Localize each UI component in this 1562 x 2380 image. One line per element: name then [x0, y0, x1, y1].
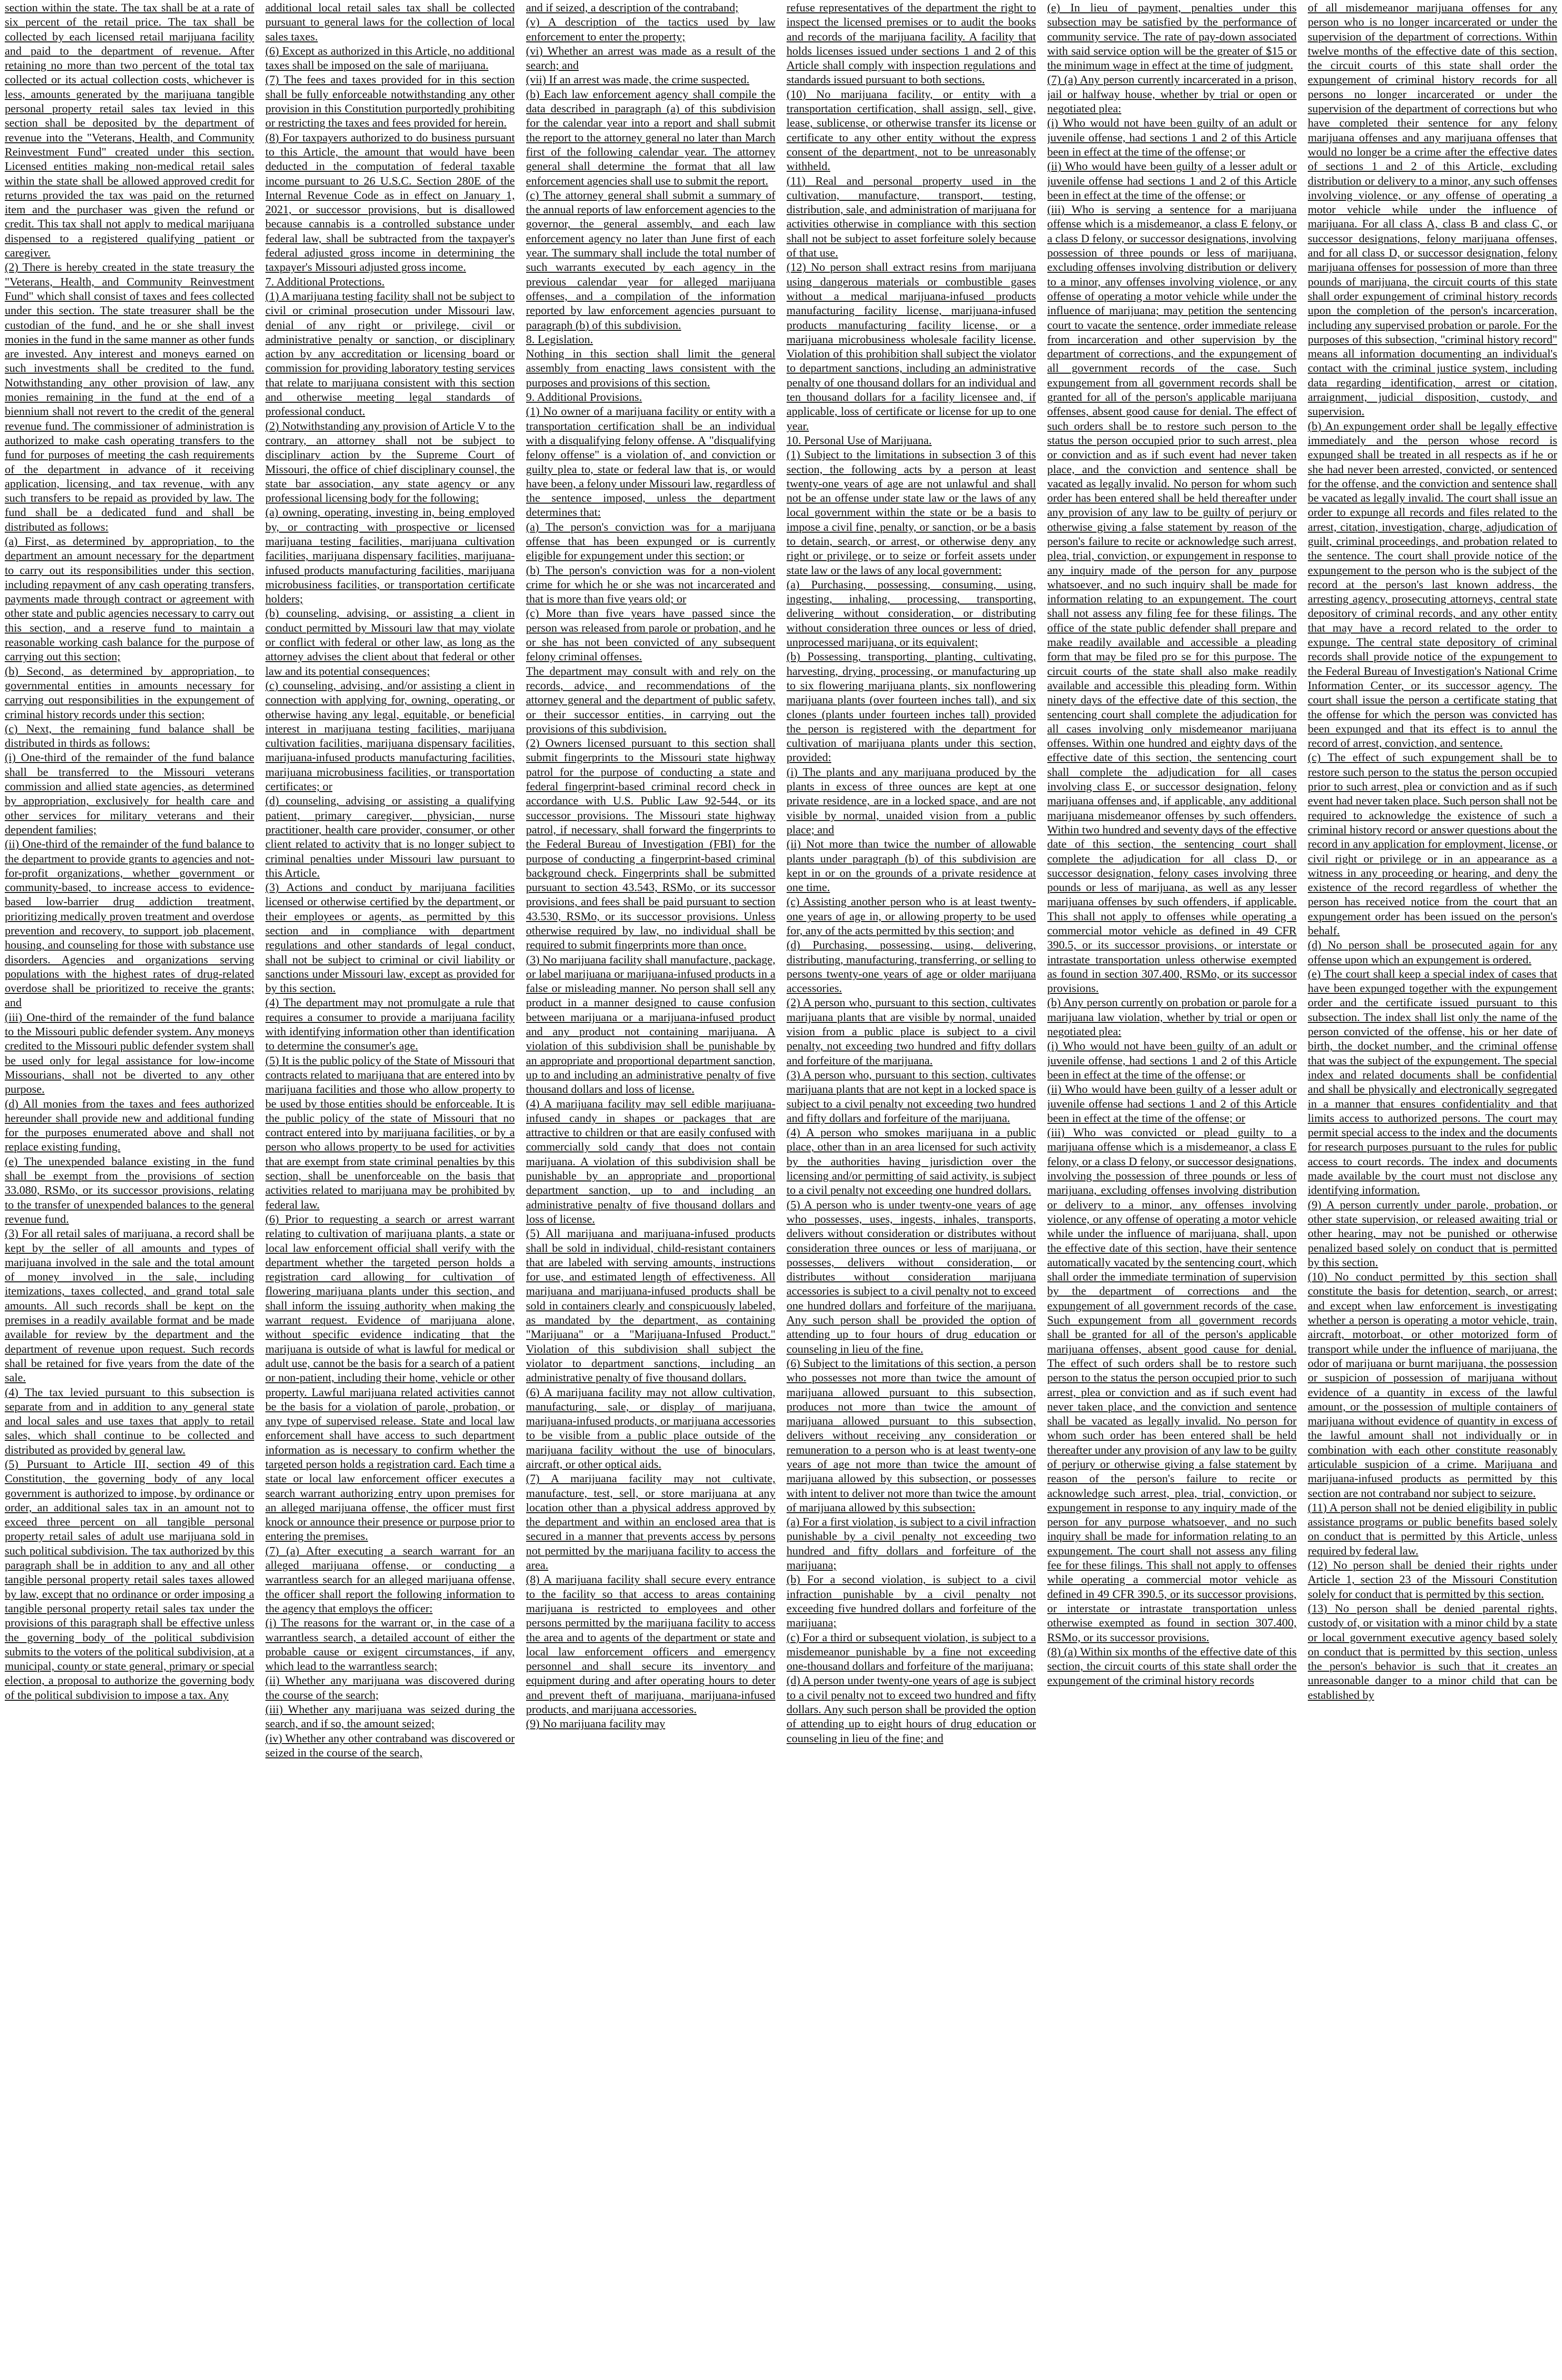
- paragraph: (6) A marijuana facility may not allow cultivation, manufacturing, sale, or display of marijuana, marijuana-infused products, or marijuana accessories to be visible from a public place outside of the marijuana facility without the use of binoculars, aircraft, or other optical aids.: [526, 1386, 776, 1471]
- paragraph: (8) (a) Within six months of the effective date of this section, the circuit courts of this state shall order the expungement of the criminal history records: [1047, 1645, 1297, 1687]
- paragraph: (b) For a second violation, is subject to a civil infraction punishable by a civil penalty not exceeding five hundred dollars and forfeiture of the marijuana;: [786, 1573, 1036, 1630]
- paragraph: additional local retail sales tax shall be collected pursuant to general laws for the collection of local sales taxes.: [265, 1, 515, 43]
- paragraph: (c) counseling, advising, and/or assisting a client in connection with applying for, owning, operating, or otherwise having any legal, equitable, or beneficial interest in marijuana testing facilities, marijuana cultivation facilities, marijuana dispensary facilities, marijuana-infused products manufacturing facilities, marijuana microbusiness facilities, or transportation certificates; or: [265, 679, 515, 793]
- paragraph: (ii) Not more than twice the number of allowable plants under paragraph (b) of this subdivision are kept in or on the grounds of a private residence at one time.: [786, 838, 1036, 894]
- paragraph: (12) No person shall extract resins from marijuana using dangerous materials or combustible gases without a medical marijuana-infused products manufacturing facility license, marijuana-infused products manufacturing facility license, or a marijuana microbusiness wholesale facility license. Violation of this prohibition shall subject the violator to department sanctions, including an administrative penalty of one thousand dollars for an individual and ten thousand dollars for a facility licensee and, if applicable, loss of certificate or license for up to one year.: [786, 261, 1036, 433]
- paragraph: (b) Second, as determined by appropriation, to governmental entities in amounts necessary for carrying out responsibilities in the expungement of criminal history records under this section;: [5, 664, 254, 721]
- paragraph: (ii) One-third of the remainder of the fund balance to the department to provide grants to agencies and not-for-profit organizations, whether government or community-based, to increase access to evidence-based low-barrier drug addiction treatment, prioritizing medically proven treatment and overdose prevention and recovery, to support job placement, housing, and counseling for those with substance use disorders. Agencies and organizations serving populations with the highest rates of drug-related overdose shall be prioritized to receive the grants; and: [5, 838, 254, 1010]
- paragraph: (4) A person who smokes marijuana in a public place, other than in an area licensed for such activity by the authorities having jurisdiction over the licensing and/or permitting of said activity, is subject to a civil penalty not exceeding one hundred dollars.: [786, 1126, 1036, 1197]
- paragraph: (b) An expungement order shall be legally effective immediately and the person whose record is expunged shall be treated in all respects as if he or she had never been arrested, convicted, or sentenced for the offense, and the conviction and sentence shall be vacated as legally invalid. The court shall issue an order to expunge all records and files related to the arrest, citation, investigation, charge, adjudication of guilt, criminal proceedings, and probation related to the sentence. The court shall provide notice of the expungement to the person who is the subject of the record at the person's last known address, the arresting agency, prosecuting attorneys, central state depository of criminal records, and any other entity that may have a record related to the order to expunge. The central state depository of criminal records shall provide notice of the expungement to the Federal Bureau of Investigation's National Crime Information Center, or its successor agency. The court shall issue the person a certificate stating that the offense for which the person was convicted has been expunged and that its effect is to annul the record of arrest, conviction, and sentence.: [1307, 419, 1557, 750]
- paragraph: and if seized, a description of the contraband;: [526, 1, 739, 14]
- paragraph: (d) counseling, advising or assisting a qualifying patient, primary caregiver, physician, nurse practitioner, health care provider, consumer, or other client related to activity that is no longer subject to criminal penalties under Missouri law pursuant to this Article.: [265, 794, 515, 880]
- paragraph: (5) All marijuana and marijuana-infused products shall be sold in individual, child-resistant containers that are labeled with serving amounts, instructions for use, and estimated length of effectiveness. All marijuana and marijuana-infused products shall be sold in containers clearly and conspicuously labeled, as mandated by the department, as containing "Marijuana" or a "Marijuana-Infused Product." Violation of this subdivision shall subject the violator to department sanctions, including an administrative penalty of five thousand dollars.: [526, 1227, 776, 1385]
- paragraph: (7) A marijuana facility may not cultivate, manufacture, test, sell, or store marijuana at any location other than a physical address approved by the department and within an enclosed area that is secured in a manner that prevents access by persons not permitted by the marijuana facility to access the area.: [526, 1472, 776, 1572]
- paragraph: (i) One-third of the remainder of the fund balance shall be transferred to the Missouri veterans commission and allied state agencies, as determined by appropriation, exclusively for health care and other services for military veterans and their dependent families;: [5, 751, 254, 836]
- paragraph: (a) First, as determined by appropriation, to the department an amount necessary for the department to carry out its responsibilities under this section, including repayment of any cash operating transfers, payments made through contract or agreement with other state and public agencies necessary to carry out this section, and a reserve fund to maintain a reasonable working cash balance for the purpose of carrying out this section;: [5, 535, 254, 664]
- paragraph: (7) The fees and taxes provided for in this section shall be fully enforceable notwithstanding any other provision in this Constitution purportedly prohibiting or restricting the taxes and fees provided for herein.: [265, 73, 515, 130]
- paragraph: section within the state. The tax shall be at a rate of six percent of the retail price. The tax shall be collected by each licensed retail marijuana facility and paid to the department of revenue. After retaining no more than two percent of the total tax collected or its actual collection costs, whichever is less, amounts generated by the marijuana tangible personal property retail sales tax levied in this section shall be deposited by the department of revenue into the "Veterans, Health, and Community Reinvestment Fund" created under this section. Licensed entities making non-medical retail sales within the state shall be allowed approved credit for returns provided the tax was paid on the returned item and the purchaser was given the refund or credit. This tax shall not apply to medical marijuana dispensed to a registered qualifying patient or caregiver.: [5, 1, 254, 260]
- paragraph: (10) No marijuana facility, or entity with a transportation certification, shall assign, sell, give, lease, sublicense, or otherwise transfer its license or certificate to any other entity without the express consent of the department, not to be unreasonably withheld.: [786, 88, 1036, 173]
- text-column-5: [1047, 1, 1297, 2380]
- paragraph: (b) The person's conviction was for a non-violent crime for which he or she was not incarcerated and that is more than five years old; or: [526, 564, 776, 606]
- paragraph: (i) Who would not have been guilty of an adult or juvenile offense, had sections 1 and 2 of this Article been in effect at the time of the offense; or: [1047, 1040, 1297, 1081]
- text-column-1: [5, 1, 254, 2380]
- paragraph: (7) (a) After executing a search warrant for an alleged marijuana offense, or conducting a warrantless search for an alleged marijuana offense, the officer shall report the following information to the agency that employs the officer:: [265, 1544, 515, 1615]
- paragraph: (b) Any person currently on probation or parole for a marijuana law violation, whether by trial or open or negotiated plea:: [1047, 996, 1297, 1039]
- paragraph: of all misdemeanor marijuana offenses for any person who is no longer incarcerated or under the supervision of the department of corrections. Within twelve months of the effective date of this section, the circuit courts of this state shall order the expungement of criminal history records for all persons no longer incarcerated or under the supervision of the department of corrections but who have completed their sentence for any felony marijuana offenses and any marijuana offenses that would no longer be a crime after the effective dates of sections 1 and 2 of this Article, excluding distribution or delivery to a minor, any such offenses involving violence, or any offense of operating a motor vehicle while under the influence of marijuana. For all class A, class B and class C, or successor designations, felony marijuana offenses, and for all class D, or successor designation, felony marijuana offenses for possession of more than three pounds of marijuana, the circuit courts of this state shall order expungement of criminal history records upon the completion of the person's incarceration, including any supervised probation or parole. For the purposes of this subsection, "criminal history record" means all information documenting an individual's contact with the criminal justice system, including data regarding identification, arrest or citation, arraignment, judicial disposition, custody, and supervision.: [1307, 1, 1557, 418]
- paragraph: (12) No person shall be denied their rights under Article 1, section 23 of the Missouri Constitution solely for conduct that is permitted by this section.: [1307, 1559, 1557, 1601]
- text-column-2: [265, 1, 515, 2380]
- text-column-6: [1308, 1, 1557, 2380]
- paragraph: (1) A marijuana testing facility shall not be subject to civil or criminal prosecution under Missouri law, denial of any right or privilege, civil or administrative penalty or sanction, or disciplinary action by any accreditation or licensing board or commission for providing laboratory testing services that relate to marijuana consistent with this section and otherwise meeting legal standards of professional conduct.: [265, 289, 515, 418]
- paragraph: (e) The court shall keep a special index of cases that have been expunged together with the expungement order and the certificate issued pursuant to this subsection. The index shall list only the name of the person convicted of the offense, his or her date of birth, the docket number, and the criminal offense that was the subject of the expungement. The special index and related documents shall be confidential and shall be physically and electronically segregated in a manner that ensures confidentiality and that limits access to authorized persons. The court may permit special access to the index and the documents for research purposes pursuant to the rules for public access to court records. The index and documents made available by the court must not disclose any identifying information.: [1307, 967, 1557, 1197]
- paragraph: (i) The plants and any marijuana produced by the plants in excess of three ounces are kept at one private residence, are in a locked space, and are not visible by normal, unaided vision from a public place; and: [786, 765, 1036, 836]
- paragraph: 10. Personal Use of Marijuana.: [786, 434, 932, 447]
- paragraph: (iii) Who is serving a sentence for a marijuana offense which is a misdemeanor, a class E felony, or a class D felony, or successor designations, involving possession of three pounds or less of marijuana, excluding offenses involving distribution or delivery to a minor, any offenses involving violence, or any offense of operating a motor vehicle while under the influence of marijuana; may petition the sentencing court to vacate the sentence, order immediate release from incarceration and other supervision by the department of corrections, and the expungement of all government records of the case. Such expungement from all government records shall be granted for all of the person's applicable marijuana offenses, absent good cause for denial. The effect of such orders shall be to restore such person to the status the person occupied prior to such arrest, plea or conviction and as if such event had never taken place, and the conviction and sentence shall be vacated as legally invalid. No person for whom such order has been entered shall be held thereafter under any provision of any law to be guilty of perjury or otherwise giving a false statement by reason of the person's failure to recite or acknowledge such arrest, plea, trial, conviction, or expungement in response to any inquiry made of the person for any purpose whatsoever, and no such inquiry shall be made for information relating to an expungement. The court shall not assess any filing fee for these filings. The office of the state public defender shall prepare and make readily available and accessible a pleading form that may be filed pro se for this purpose. The circuit courts of the state shall also make readily available and accessible this pleading form. Within ninety days of the effective date of this section, the sentencing court shall complete the adjudication for all cases involving only misdemeanor marijuana offenses. Within one hundred and eighty days of the effective date of this section, the sentencing court shall complete the adjudication for all cases involving class E, or successor designation, felony marijuana offenses and, if applicable, any additional marijuana misdemeanor offenses by such offenders. Within two hundred and seventy days of the effective date of this section, the sentencing court shall complete the adjudication for all class D, or successor designation, felony cases involving three pounds or less of marijuana, as well as any lesser marijuana offenses by such offenders, if applicable. This shall not apply to offenses while operating a commercial motor vehicle as defined in 49 CFR 390.5, or its successor provisions, or interstate or intrastate transportation unless otherwise exempted as found in section 307.400, RSMo, or its successor provisions.: [1047, 203, 1297, 995]
- paragraph: refuse representatives of the department the right to inspect the licensed premises or to audit the books and records of the marijuana facility. A facility that holds licenses issued under sections 1 and 2 of this Article shall comply with inspection regulations and standards issued pursuant to both sections.: [786, 1, 1036, 87]
- paragraph: (d) Purchasing, possessing, using, delivering, distributing, manufacturing, transferring, or selling to persons twenty-one years of age or older marijuana accessories.: [786, 939, 1036, 995]
- paragraph: (iii) Who was convicted or plead guilty to a marijuana offense which is a misdemeanor, a class E felony, or a class D felony, or successor designations, involving the possession of three pounds or less of marijuana, excluding offenses involving distribution or delivery to a minor, any offenses involving violence, or any offense of operating a motor vehicle while under the influence of marijuana, shall, upon the effective date of this section, have their sentence automatically vacated by the sentencing court, which shall order the immediate termination of supervision by the department of corrections and the expungement of all government records of the case. Such expungement from all government records shall be granted for all of the person's applicable marijuana offenses, absent good cause for denial. The effect of such orders shall be to restore such person to the status the person occupied prior to such arrest, plea or conviction and as if such event had never taken place, and the conviction and sentence shall be vacated as legally invalid. No person for whom such order has been entered shall be held thereafter under any provision of any law to be guilty of perjury or otherwise giving a false statement by reason of the person's failure to recite or acknowledge such arrest, plea, trial, conviction, or expungement in response to any inquiry made of the person for any purpose whatsoever, and no such inquiry shall be made for information relating to an expungement. The court shall not assess any filing fee for these filings. This shall not apply to offenses while operating a commercial motor vehicle as defined in 49 CFR 390.5, or its successor provisions, or interstate or intrastate transportation unless otherwise exempted as found in section 307.400, RSMo, or its successor provisions.: [1047, 1126, 1297, 1644]
- paragraph: (11) A person shall not be denied eligibility in public assistance programs or public benefits based solely on conduct that is permitted by this Article, unless required by federal law.: [1307, 1501, 1557, 1557]
- paragraph: (iii) One-third of the remainder of the fund balance to the Missouri public defender system. Any moneys credited to the Missouri public defender system shall be used only for legal assistance for low-income Missourians, shall not be diverted to any other purpose.: [5, 1011, 254, 1096]
- text-column-4: [786, 1, 1036, 2380]
- paragraph: (9) A person currently under parole, probation, or other state supervision, or released awaiting trial or other hearing, may not be punished or otherwise penalized based solely on conduct that is permitted by this section.: [1307, 1198, 1557, 1269]
- paragraph: Nothing in this section shall limit the general assembly from enacting laws consistent with the purposes and provisions of this section.: [526, 347, 776, 389]
- paragraph: (8) A marijuana facility shall secure every entrance to the facility so that access to areas containing marijuana is restricted to employees and other persons permitted by the marijuana facility to access the area and to agents of the department or state and local law enforcement officers and emergency personnel and shall secure its inventory and equipment during and after operating hours to deter and prevent theft of marijuana, marijuana-infused products, and marijuana accessories.: [526, 1573, 776, 1716]
- paragraph: (vi) Whether an arrest was made as a result of the search; and: [526, 44, 776, 72]
- paragraph: (b) Possessing, transporting, planting, cultivating, harvesting, drying, processing, or manufacturing up to six flowering marijuana plants, six nonflowering marijuana plants (over fourteen inches tall), and six clones (plants under fourteen inches tall) provided the person is registered with the department for cultivation of marijuana plants under this section, provided:: [786, 650, 1036, 764]
- paragraph: (a) owning, operating, investing in, being employed by, or contracting with prospective or licensed marijuana testing facilities, marijuana cultivation facilities, marijuana dispensary facilities, marijuana-infused products manufacturing facilities, marijuana microbusiness facilities, or transportation certificate holders;: [265, 506, 515, 606]
- paragraph: (e) In lieu of payment, penalties under this subsection may be satisfied by the performance of community service. The rate of pay-down associated with said service option will be the greater of $15 or the minimum wage in effect at the time of judgment.: [1047, 1, 1297, 72]
- paragraph: (d) All monies from the taxes and fees authorized hereunder shall provide new and additional funding for the purposes enumerated above and shall not replace existing funding.: [5, 1097, 254, 1154]
- paragraph: (2) There is hereby created in the state treasury the "Veterans, Health, and Community Reinvestment Fund" which shall consist of taxes and fees collected under this section. The state treasurer shall be the custodian of the fund, and he or she shall invest monies in the fund in the same manner as other funds are invested. Any interest and moneys earned on such investments shall be credited to the fund. Notwithstanding any other provision of law, any monies remaining in the fund at the end of a biennium shall not revert to the credit of the general revenue fund. The commissioner of administration is authorized to make cash operating transfers to the fund for purposes of meeting the cash requirements of the department in advance of it receiving application, licensing, and tax revenue, with any such transfers to be repaid as provided by law. The fund shall be a dedicated fund and shall be distributed as follows:: [5, 261, 254, 534]
- paragraph: (a) Purchasing, possessing, consuming, using, ingesting, inhaling, processing, transporting, delivering without consideration, or distributing without consideration three ounces or less of dried, unprocessed marijuana, or its equivalent;: [786, 578, 1036, 649]
- paragraph: (iv) Whether any other contraband was discovered or seized in the course of the search,: [265, 1732, 515, 1759]
- paragraph: (5) It is the public policy of the State of Missouri that contracts related to marijuana that are entered into by marijuana facilities and those who allow property to be used by those entities should be enforceable. It is the public policy of the state of Missouri that no contract entered into by marijuana facilities, or by a person who allows property to be used for activities that are exempt from state criminal penalties by this section, shall be unenforceable on the basis that activities related to marijuana may be prohibited by federal law.: [265, 1054, 515, 1211]
- paragraph: (4) A marijuana facility may sell edible marijuana-infused candy in shapes or packages that are attractive to children or that are easily confused with commercially sold candy that does not contain marijuana. A violation of this subdivision shall be punishable by an appropriate and proportional department sanction, up to and including an administrative penalty of five thousand dollars and loss of license.: [526, 1097, 776, 1226]
- paragraph: (i) The reasons for the warrant or, in the case of a warrantless search, a detailed account of either the probable cause or exigent circumstances, if any, which lead to the warrantless search;: [265, 1616, 515, 1673]
- paragraph: (c) Next, the remaining fund balance shall be distributed in thirds as follows:: [5, 722, 254, 750]
- paragraph: (b) Each law enforcement agency shall compile the data described in paragraph (a) of this subdivision for the calendar year into a report and shall submit the report to the attorney general no later than March first of the following calendar year. The attorney general shall determine the format that all law enforcement agencies shall use to submit the report.: [526, 88, 776, 188]
- paragraph: (11) Real and personal property used in the cultivation, manufacture, transport, testing, distribution, sale, and administration of marijuana for activities otherwise in compliance with this section shall not be subject to asset forfeiture solely because of that use.: [786, 174, 1036, 260]
- paragraph: (6) Prior to requesting a search or arrest warrant relating to cultivation of marijuana plants, a state or local law enforcement official shall verify with the department whether the targeted person holds a registration card allowing for cultivation of flowering marijuana plants under this section, and shall inform the issuing authority when making the warrant request. Evidence of marijuana alone, without specific evidence indicating that the marijuana is outside of what is lawful for medical or adult use, cannot be the basis for a search of a patient or non-patient, including their home, vehicle or other property. Lawful marijuana related activities cannot be the basis for a violation of parole, probation, or any type of supervised release. State and local law enforcement shall have access to such department information as is necessary to confirm whether the targeted person holds a registration card. Each time a state or local law enforcement officer executes a search warrant authorizing entry upon premises for an alleged marijuana offense, the officer must first knock or announce their presence or purpose prior to entering the premises.: [265, 1212, 515, 1543]
- paragraph: (2) A person who, pursuant to this section, cultivates marijuana plants that are visible by normal, unaided vision from a public place is subject to a civil penalty, not exceeding two hundred and fifty dollars and forfeiture of the marijuana.: [786, 996, 1036, 1067]
- paragraph: (i) Who would not have been guilty of an adult or juvenile offense, had sections 1 and 2 of this Article been in effect at the time of the offense; or: [1047, 117, 1297, 159]
- paragraph: (b) counseling, advising, or assisting a client in conduct permitted by Missouri law that may violate or conflict with federal or other law, as long as the attorney advises the client about that federal or other law and its potential consequences;: [265, 607, 515, 678]
- paragraph: (e) The unexpended balance existing in the fund shall be exempt from the provisions of section 33.080, RSMo, or its successor provisions, relating to the transfer of unexpended balances to the general revenue fund.: [5, 1155, 254, 1226]
- paragraph: (1) No owner of a marijuana facility or entity with a transportation certification shall be an individual with a disqualifying felony offense. A "disqualifying felony offense" is a violation of, and conviction or guilty plea to, state or federal law that is, or would have been, a felony under Missouri law, regardless of the sentence imposed, unless the department determines that:: [526, 405, 776, 519]
- text-column-3: [526, 1, 776, 2380]
- paragraph: (5) Pursuant to Article III, section 49 of this Constitution, the governing body of any local government is authorized to impose, by ordinance or order, an additional sales tax in an amount not to exceed three percent on all tangible personal property retail sales of adult use marijuana sold in such political subdivision. The tax authorized by this paragraph shall be in addition to any and all other tangible personal property retail sales taxes allowed by law, except that no ordinance or order imposing a tangible personal property retail sales tax under the provisions of this paragraph shall be effective unless the governing body of the political subdivision submits to the voters of the political subdivision, at a municipal, county or state general, primary or special election, a proposal to authorize the governing body of the political subdivision to impose a tax. Any: [5, 1458, 254, 1702]
- paragraph: (9) No marijuana facility may: [526, 1717, 666, 1731]
- paragraph: (ii) Who would have been guilty of a lesser adult or juvenile offense had sections 1 and 2 of this Article been in effect at the time of the offense; or: [1047, 1083, 1297, 1125]
- paragraph: (1) Subject to the limitations in subsection 3 of this section, the following acts by a person at least twenty-one years of age are not unlawful and shall not be an offense under state law or the laws of any local government within the state or be a basis to impose a civil fine, penalty, or sanction, or be a basis to detain, search, or arrest, or otherwise deny any right or privilege, or to seize or forfeit assets under state law or the laws of any local government:: [786, 448, 1036, 577]
- paragraph: 8. Legislation.: [526, 333, 593, 346]
- paragraph: (a) The person's conviction was for a marijuana offense that has been expunged or is currently eligible for expungement under this section; or: [526, 520, 776, 563]
- paragraph: (4) The department may not promulgate a rule that requires a consumer to provide a marijuana facility with identifying information other than identification to determine the consumer's age.: [265, 996, 515, 1053]
- paragraph: (c) More than five years have passed since the person was released from parole or probation, and he or she has not been convicted of any subsequent felony criminal offenses.: [526, 607, 776, 664]
- paragraph: (3) Actions and conduct by marijuana facilities licensed or otherwise certified by the department, or their employees or agents, as permitted by this section and in compliance with department regulations and other standards of legal conduct, shall not be subject to criminal or civil liability or sanctions under Missouri law, except as provided for by this section.: [265, 881, 515, 995]
- paragraph: (ii) Whether any marijuana was discovered during the course of the search;: [265, 1674, 515, 1702]
- paragraph: (vii) If an arrest was made, the crime suspected.: [526, 73, 750, 87]
- paragraph: (d) No person shall be prosecuted again for any offense upon which an expungement is ordered.: [1307, 939, 1557, 966]
- paragraph: (6) Except as authorized in this Article, no additional taxes shall be imposed on the sale of marijuana.: [265, 44, 515, 72]
- paragraph: (c) The effect of such expungement shall be to restore such person to the status the person occupied prior to such arrest, plea or conviction and as if such event had never taken place. Such person shall not be required to acknowledge the existence of such a criminal history record or answer questions about the record in any application for employment, license, or civil right or privilege or in an appearance as a witness in any proceeding or hearing, and deny the existence of the record regardless of whether the person has received notice from the court that an expungement order has been issued on the person's behalf.: [1307, 751, 1557, 937]
- paragraph: (7) (a) Any person currently incarcerated in a prison, jail or halfway house, whether by trial or open or negotiated plea:: [1047, 73, 1297, 116]
- paragraph: (8) For taxpayers authorized to do business pursuant to this Article, the amount that would have been deducted in the computation of federal taxable income pursuant to 26 U.S.C. Section 280E of the Internal Revenue Code as in effect on January 1, 2021, or successor provisions, but is disallowed because cannabis is a controlled substance under federal law, shall be subtracted from the taxpayer's federal adjusted gross income in determining the taxpayer's Missouri adjusted gross income.: [265, 131, 515, 274]
- paragraph: (a) For a first violation, is subject to a civil infraction punishable by a civil penalty not exceeding two hundred and fifty dollars and forfeiture of the marijuana;: [786, 1516, 1036, 1572]
- paragraph: (v) A description of the tactics used by law enforcement to enter the property;: [526, 16, 776, 43]
- paragraph: (2) Notwithstanding any provision of Article V to the contrary, an attorney shall not be subject to disciplinary action by the Supreme Court of Missouri, the office of chief disciplinary counsel, the state bar association, any state agency or any professional licensing body for the following:: [265, 419, 515, 505]
- paragraph: (c) Assisting another person who is at least twenty-one years of age in, or allowing property to be used for, any of the acts permitted by this section; and: [786, 895, 1036, 937]
- paragraph: (iii) Whether any marijuana was seized during the search, and if so, the amount seized;: [265, 1703, 515, 1731]
- paragraph: (d) A person under twenty-one years of age is subject to a civil penalty not to exceed two hundred and fifty dollars. Any such person shall be provided the option of attending up to eight hours of drug education or counseling in lieu of the fine; and: [786, 1674, 1036, 1745]
- paragraph: (5) A person who is under twenty-one years of age who possesses, uses, ingests, inhales, transports, delivers without consideration or distributes without consideration three ounces or less of marijuana, or possesses, delivers without consideration, or distributes without consideration marijuana accessories is subject to a civil penalty not to exceed one hundred dollars and forfeiture of the marijuana. Any such person shall be provided the option of attending up to four hours of drug education or counseling in lieu of the fine.: [786, 1198, 1036, 1356]
- paragraph: (c) The attorney general shall submit a summary of the annual reports of law enforcement agencies to the governor, the general assembly, and each law enforcement agency no later than June first of each year. The summary shall include the total number of such warrants executed by each agency in the previous calendar year for alleged marijuana offenses, and a compilation of the information reported by law enforcement agencies pursuant to paragraph (b) of this subdivision.: [526, 188, 776, 332]
- paragraph: (3) A person who, pursuant to this section, cultivates marijuana plants that are not kept in a locked space is subject to a civil penalty not exceeding two hundred and fifty dollars and forfeiture of the marijuana.: [786, 1068, 1036, 1125]
- paragraph: (3) No marijuana facility shall manufacture, package, or label marijuana or marijuana-infused products in a false or misleading manner. No person shall sell any product in a manner designed to cause confusion between marijuana or a marijuana-infused product and any product not containing marijuana. A violation of this subdivision shall be punishable by an appropriate and proportional department sanction, up to and including an administrative penalty of five thousand dollars and loss of license.: [526, 953, 776, 1096]
- paragraph: (4) The tax levied pursuant to this subsection is separate from and in addition to any general state and local sales and use taxes that apply to retail sales, which shall continue to be collected and distributed as provided by general law.: [5, 1386, 254, 1457]
- paragraph: 7. Additional Protections.: [265, 275, 385, 288]
- paragraph: (ii) Who would have been guilty of a lesser adult or juvenile offense had sections 1 and 2 of this Article been in effect at the time of the offense; or: [1047, 160, 1297, 202]
- paragraph: (6) Subject to the limitations of this section, a person who possesses not more than twice the amount of marijuana allowed pursuant to this subsection, produces not more than twice the amount of marijuana allowed pursuant to this subsection, delivers without receiving any consideration or remuneration to a person who is at least twenty-one years of age not more than twice the amount of marijuana allowed by this subsection, or possesses with intent to deliver not more than twice the amount of marijuana allowed by this subsection:: [786, 1357, 1036, 1514]
- paragraph: (2) Owners licensed pursuant to this section shall submit fingerprints to the Missouri state highway patrol for the purpose of conducting a state and federal fingerprint-based criminal record check in accordance with U.S. Public Law 92-544, or its successor provisions. The Missouri state highway patrol, if necessary, shall forward the fingerprints to the Federal Bureau of Investigation (FBI) for the purpose of conducting a fingerprint-based criminal background check. Fingerprints shall be submitted pursuant to section 43.543, RSMo, or its successor provisions, and fees shall be paid pursuant to section 43.530, RSMo, or its successor provisions. Unless otherwise required by law, no individual shall be required to submit fingerprints more than once.: [526, 737, 776, 952]
- paragraph: (3) For all retail sales of marijuana, a record shall be kept by the seller of all amounts and types of marijuana involved in the sale and the total amount of money involved in the sale, including itemizations, taxes collected, and grand total sale amounts. All such records shall be kept on the premises in a readily available format and be made available for review by the department and the department of revenue upon request. Such records shall be retained for five years from the date of the sale.: [5, 1227, 254, 1385]
- paragraph: (13) No person shall be denied parental rights, custody of, or visitation with a minor child by a state or local government executive agency based solely on conduct that is permitted by this section, unless the person's behavior is such that it creates an unreasonable danger to a minor child that can be established by: [1307, 1602, 1557, 1702]
- paragraph: The department may consult with and rely on the records, advice, and recommendations of the attorney general and the department of public safety, or their successor entities, in carrying out the provisions of this subdivision.: [526, 664, 776, 735]
- paragraph: 9. Additional Provisions.: [526, 391, 642, 404]
- paragraph: (c) For a third or subsequent violation, is subject to a misdemeanor punishable by a fine not exceeding one-thousand dollars and forfeiture of the marijuana;: [786, 1631, 1036, 1673]
- paragraph: (10) No conduct permitted by this section shall constitute the basis for detention, search, or arrest; and except when law enforcement is investigating whether a person is operating a motor vehicle, train, aircraft, motorboat, or other motorized form of transport while under the influence of marijuana, the odor of marijuana or burnt marijuana, the possession or suspicion of possession of marijuana without evidence of a quantity in excess of the lawful amount, or the possession of multiple containers of marijuana without evidence of quantity in excess of the lawful amount shall not individually or in combination with each other constitute reasonably articulable suspicion of a crime. Marijuana and marijuana-infused products as permitted by this section are not contraband nor subject to seizure.: [1307, 1270, 1557, 1500]
